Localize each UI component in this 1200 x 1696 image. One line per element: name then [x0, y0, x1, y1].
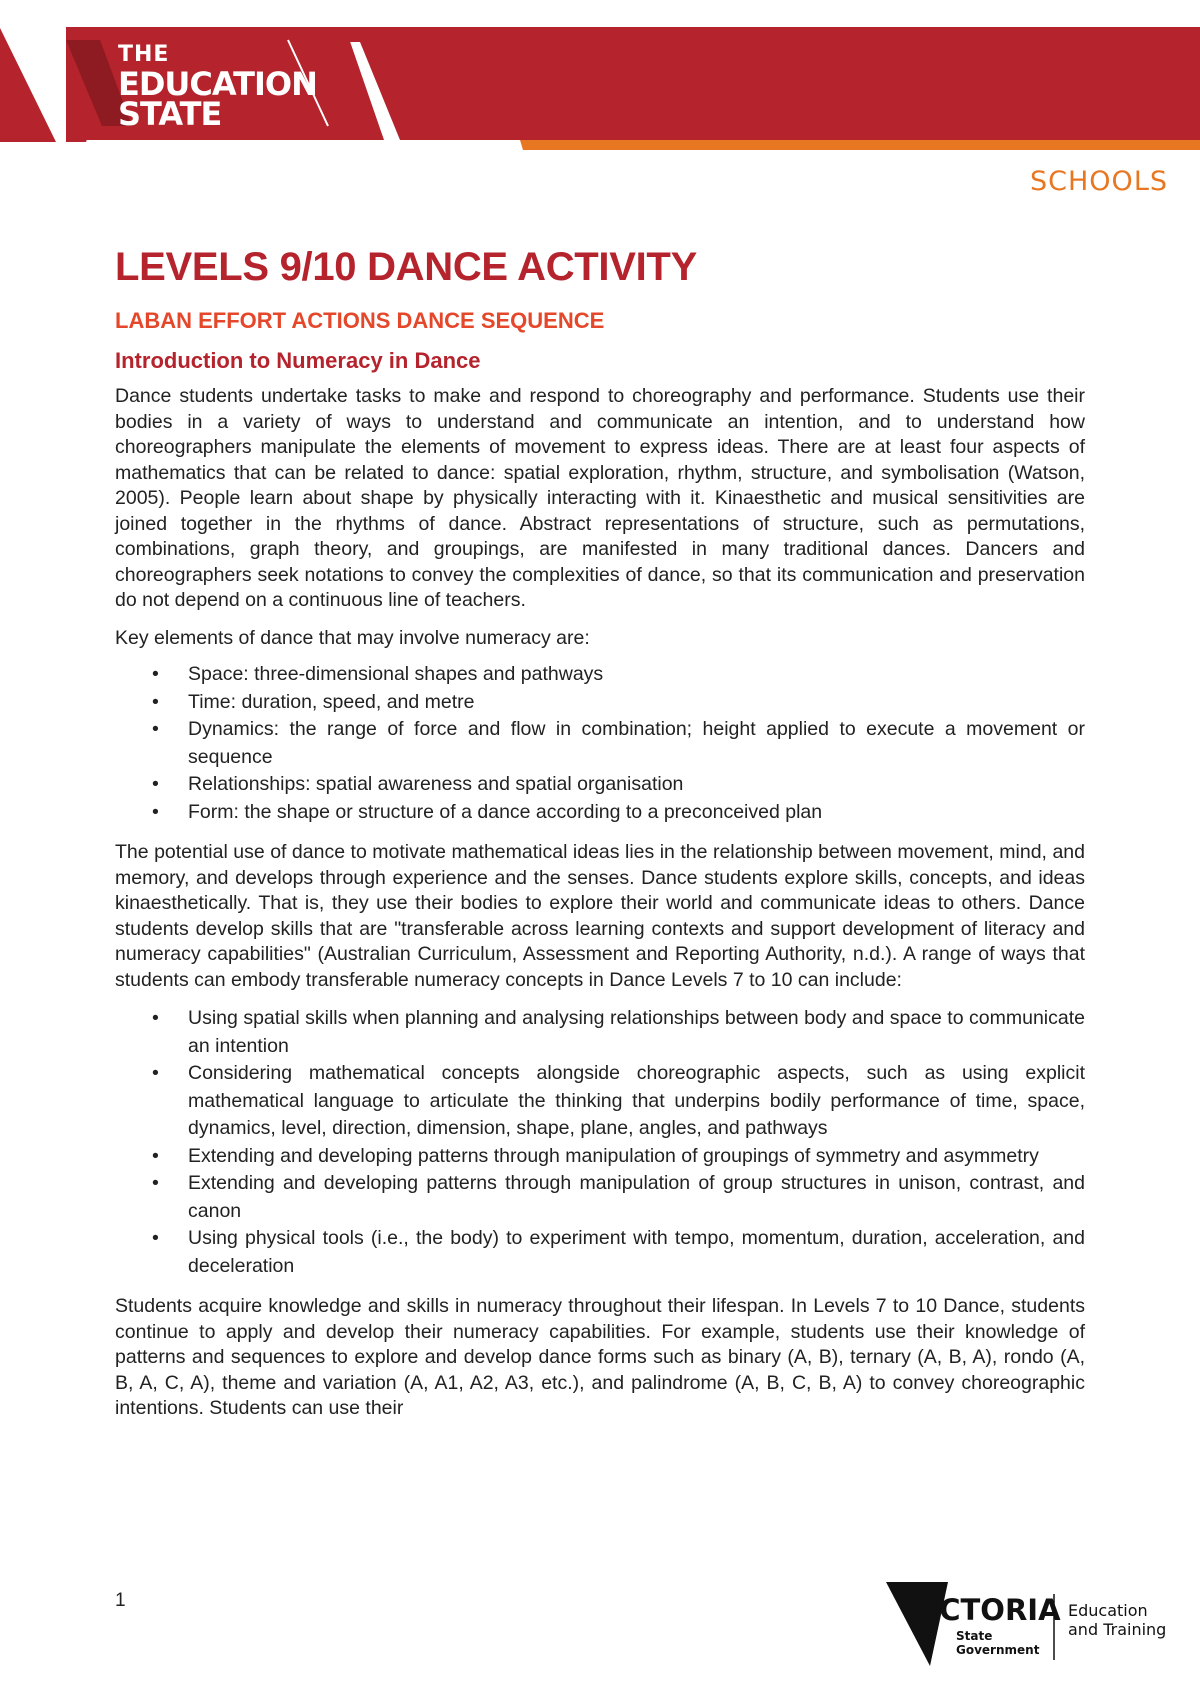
document-title: LEVELS 9/10 DANCE ACTIVITY [115, 245, 697, 289]
list-item: • Considering mathematical concepts alongside choreographic aspects, such as using explicit mathematical language to articulate the thinking that underpins bodily performance of time, space, dynamics, level, direction, dimension, shape, plane, angles, and pathways [115, 1060, 1085, 1143]
list-item: • Using spatial skills when planning and analysing relationships between body and space to communicate an intention [115, 1005, 1085, 1060]
logo-text-the: THE [118, 42, 170, 67]
vic-state-text: State [956, 1629, 993, 1643]
list-item: • Extending and developing patterns through manipulation of groupings of symmetry and asymmetry [115, 1143, 1085, 1171]
motivation-paragraph: The potential use of dance to motivate mathematical ideas lies in the relationship between movement, mind, and memory, and develops through experience and the senses. Dance students explore skills, concepts, and ideas kinaesthetically. That is, they use their bodies to explore their world and communicate ideas to others. Dance students develop skills that are "transferable across learning contexts and support development of literacy and numeracy capabilities" (Australian Curriculum, Assessment and Reporting Authority, n.d.). A range of ways that students can embody transferable numeracy concepts in Dance Levels 7 to 10 can include: [115, 841, 1085, 991]
list-item: • Using physical tools (i.e., the body) to experiment with tempo, momentum, duration, acceleration, and deceleration [115, 1225, 1085, 1280]
page-number: 1 [115, 1590, 126, 1611]
list-item: • Dynamics: the range of force and flow in combination; height applied to execute a movement or sequence [115, 716, 1085, 771]
section-heading: Introduction to Numeracy in Dance [115, 348, 481, 373]
numeracy-concepts-list [115, 1005, 1085, 1280]
document-subtitle: LABAN EFFORT ACTIONS DANCE SEQUENCE [115, 308, 605, 333]
list-item: • Relationships: spatial awareness and spatial organisation [115, 771, 1085, 799]
logo-text-state: STATE [118, 95, 222, 133]
schools-label: SCHOOLS [1030, 166, 1168, 197]
intro-paragraph: Dance students undertake tasks to make and respond to choreography and performance. Students use their bodies in a variety of ways to understand and communicate an intention, and to understand how choreographers manipulate the elements of movement to express ideas. There are at least four aspects of mathematics that can be related to dance: spatial exploration, rhythm, structure, and symbolisation (Watson, 2005). People learn about shape by physically interacting with it. Kinaesthetic and musical sensitivities are joined together in the rhythms of dance. Abstract representations of structure, such as permutations, combinations, graph theory, and groupings, are manifested in many traditional dances. Dancers and choreographers seek notations to convey the complexities of dance, so that its communication and preservation do not depend on a continuous line of teachers. [115, 385, 1085, 611]
lifespan-paragraph: Students acquire knowledge and skills in numeracy throughout their lifespan. In Levels 7 to 10 Dance, students continue to apply and develop their numeracy capabilities. For example, students use their knowledge of patterns and sequences to explore and develop dance forms such as binary (A, B), ternary (A, B, A), rondo (A, B, A, C, A), theme and variation (A, A1, A2, A3, etc.), and palindrome (A, B, C, B, A) to convey choreographic intentions. Students can use their [115, 1295, 1085, 1419]
logo-text-education: EDUCATION [118, 65, 317, 103]
list-item: • Form: the shape or structure of a dance according to a preconceived plan [115, 799, 1085, 827]
document-body [115, 244, 1085, 1434]
dept-training-text: and Training [1068, 1620, 1167, 1639]
victoria-logo-graphic [884, 1580, 1184, 1670]
victoria-government-logo [884, 1580, 1184, 1670]
list-item: • Time: duration, speed, and metre [115, 689, 1085, 717]
dept-education-text: Education [1068, 1601, 1148, 1620]
key-elements-list [115, 661, 1085, 826]
victoria-wordmark: VICTORIA [906, 1593, 1061, 1627]
vic-government-text: Government [956, 1643, 1040, 1657]
key-elements-intro: Key elements of dance that may involve numeracy are: [115, 626, 590, 649]
list-item: • Extending and developing patterns through manipulation of group structures in unison, contrast, and canon [115, 1170, 1085, 1225]
education-state-logo [118, 42, 317, 133]
list-item: • Space: three-dimensional shapes and pathways [115, 661, 1085, 689]
